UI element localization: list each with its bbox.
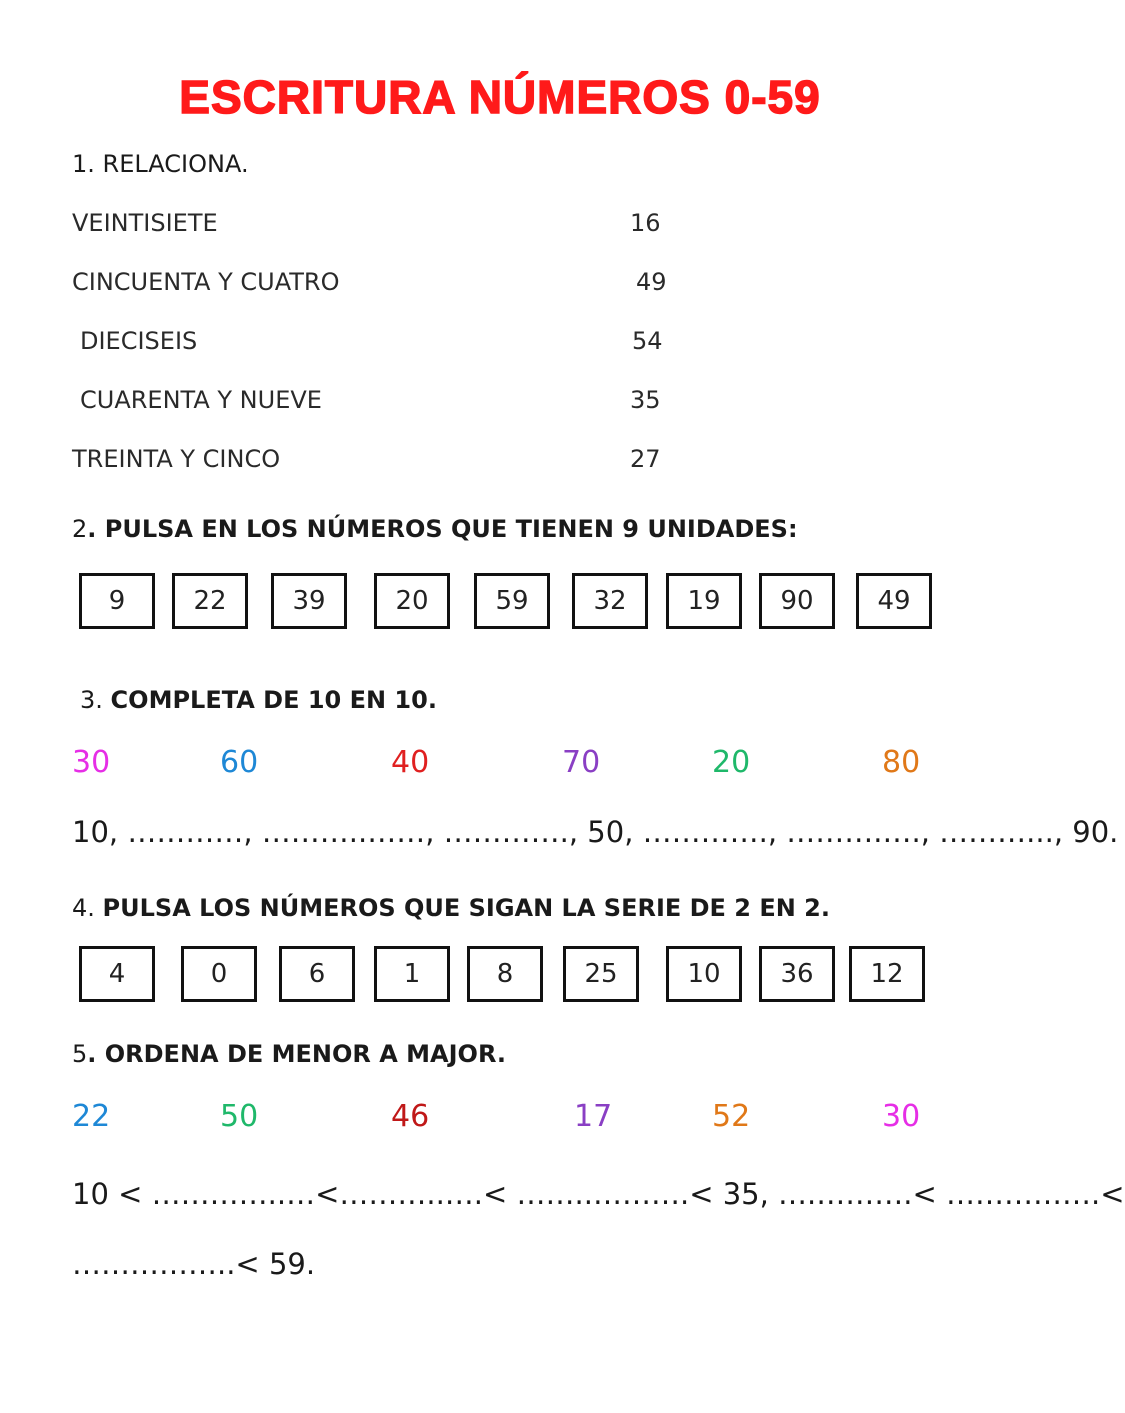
match-number: 27: [630, 445, 661, 473]
section3-number: 3.: [80, 686, 103, 714]
word-item: CUARENTA Y NUEVE: [80, 386, 322, 414]
match-number: 16: [630, 209, 661, 237]
section3-heading: [80, 686, 437, 714]
colored-number: 60: [220, 745, 259, 780]
number-box[interactable]: 6: [279, 946, 355, 1002]
fill-sequence: 10, …………, ………..……, …………., 50, …………., ……….…., ………..., 90.: [72, 815, 1119, 849]
section5-heading: [72, 1040, 506, 1068]
section5-number: 5: [72, 1040, 88, 1068]
number-box[interactable]: 59: [474, 573, 550, 629]
match-number: 54: [632, 327, 663, 355]
number-box[interactable]: 22: [172, 573, 248, 629]
section2-title: . PULSA EN LOS NÚMEROS QUE TIENEN 9 UNIDADES:: [87, 515, 798, 543]
colored-number: 80: [882, 745, 921, 780]
colored-number: 70: [562, 745, 601, 780]
section3-title: COMPLETA DE 10 EN 10.: [110, 686, 437, 714]
number-box[interactable]: 20: [374, 573, 450, 629]
section2-number: 2: [72, 515, 88, 543]
colored-number: 40: [391, 745, 430, 780]
word-item: DIECISEIS: [80, 327, 198, 355]
colored-number: 22: [72, 1099, 111, 1134]
section4-heading: [72, 894, 830, 922]
order-line: ……………..< 59.: [72, 1247, 316, 1281]
colored-number: 50: [220, 1099, 259, 1134]
number-box[interactable]: 39: [271, 573, 347, 629]
colored-number: 20: [712, 745, 751, 780]
number-box[interactable]: 36: [759, 946, 835, 1002]
number-box[interactable]: 0: [181, 946, 257, 1002]
section2-heading: [72, 515, 798, 543]
page-title: ESCRITURA NÚMEROS 0-59: [179, 71, 821, 123]
number-box[interactable]: 9: [79, 573, 155, 629]
number-box[interactable]: 90: [759, 573, 835, 629]
number-box[interactable]: 32: [572, 573, 648, 629]
section1-heading: 1. RELACIONA.: [72, 150, 249, 178]
match-number: 49: [636, 268, 667, 296]
number-box[interactable]: 4: [79, 946, 155, 1002]
number-box[interactable]: 12: [849, 946, 925, 1002]
number-box[interactable]: 1: [374, 946, 450, 1002]
word-item: CINCUENTA Y CUATRO: [72, 268, 340, 296]
colored-number: 52: [712, 1099, 751, 1134]
order-line: 10 < …………..…<………..….< ……..……….< 35, ….……….< …………….<: [72, 1177, 1125, 1211]
number-box[interactable]: 8: [467, 946, 543, 1002]
number-box[interactable]: 25: [563, 946, 639, 1002]
colored-number: 46: [391, 1099, 430, 1134]
section5-title: . ORDENA DE MENOR A MAJOR.: [87, 1040, 507, 1068]
number-box[interactable]: 49: [856, 573, 932, 629]
colored-number: 30: [72, 745, 111, 780]
colored-number: 17: [574, 1099, 613, 1134]
section4-title: PULSA LOS NÚMEROS QUE SIGAN LA SERIE DE 2 EN 2.: [102, 894, 830, 922]
number-box[interactable]: 10: [666, 946, 742, 1002]
colored-number: 30: [882, 1099, 921, 1134]
word-item: TREINTA Y CINCO: [72, 445, 281, 473]
word-item: VEINTISIETE: [72, 209, 218, 237]
match-number: 35: [630, 386, 661, 414]
number-box[interactable]: 19: [666, 573, 742, 629]
section4-number: 4.: [72, 894, 95, 922]
